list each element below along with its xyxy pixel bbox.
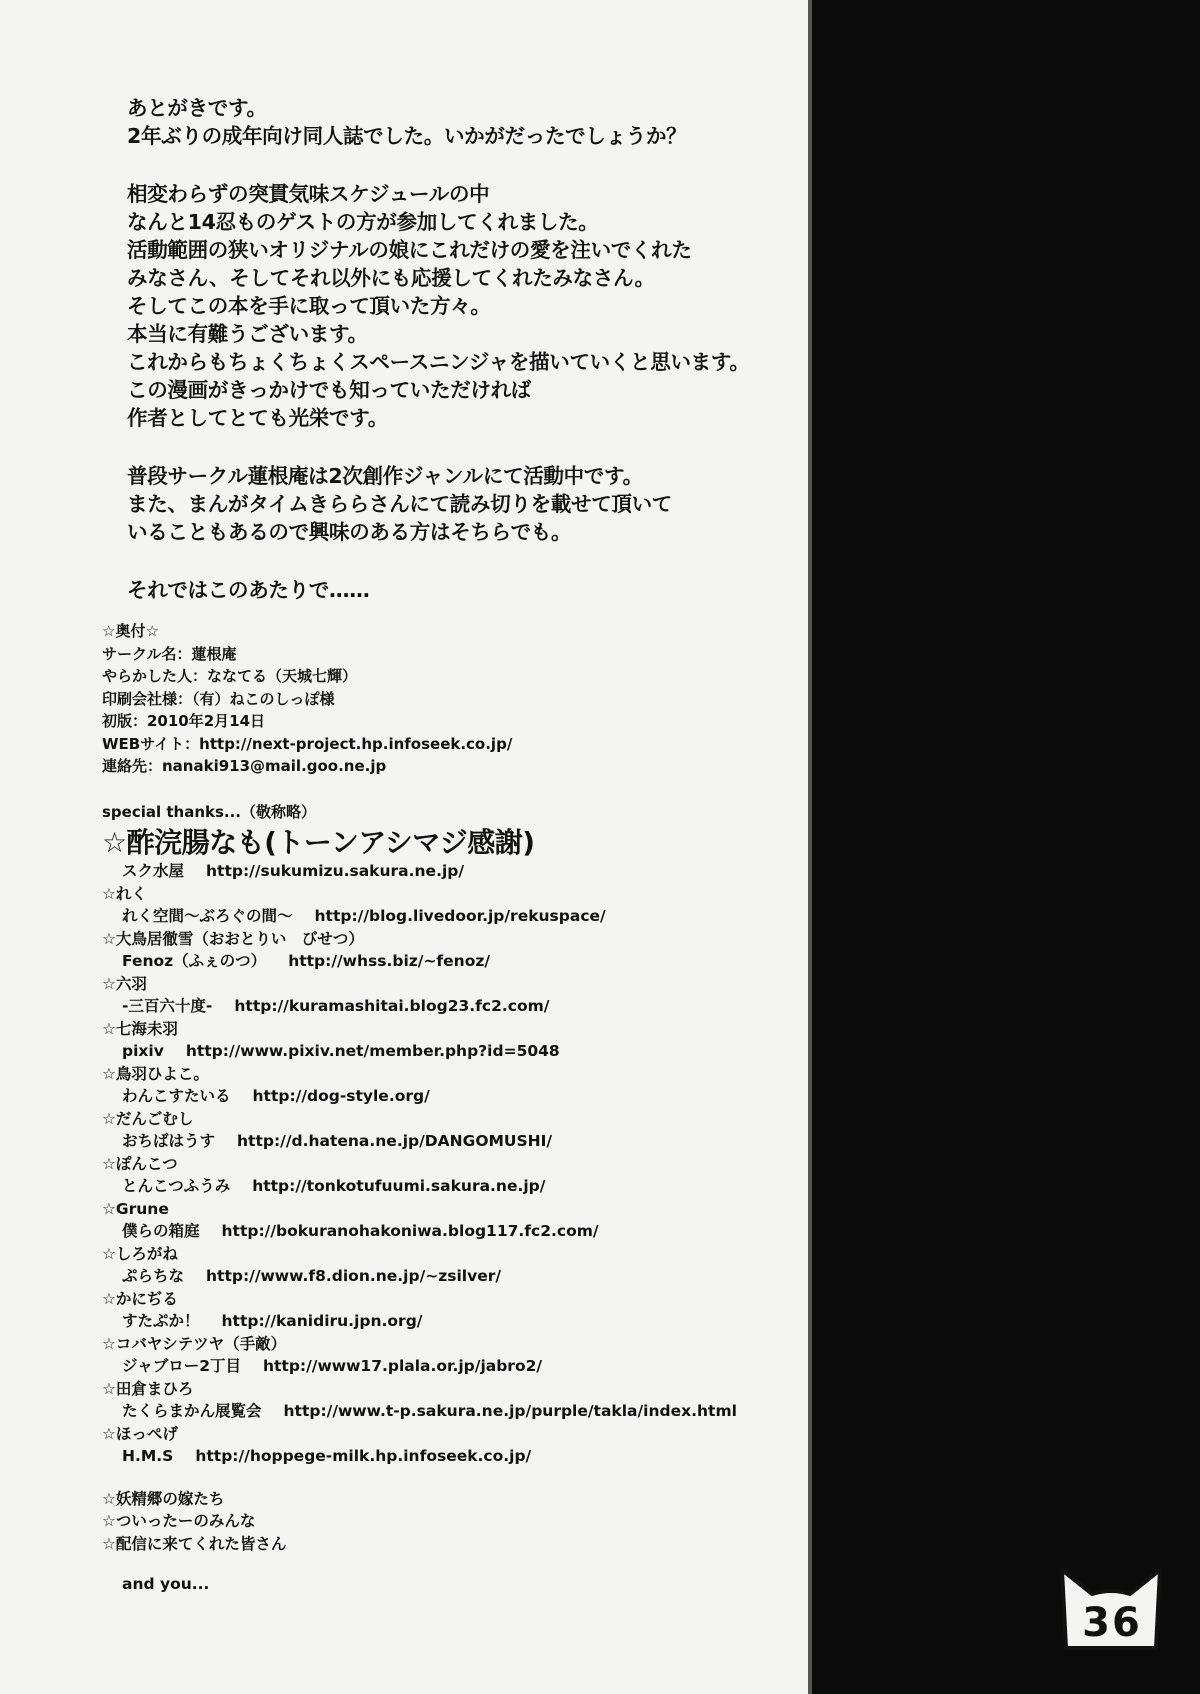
thanks-intro: special thanks...（敬称略） [102, 803, 317, 821]
guest-site [122, 1400, 807, 1423]
site-name: -三百六十度- [122, 997, 213, 1015]
featured-guest-name: ☆酢浣腸なも(トーンアシマジ感謝) [102, 826, 535, 859]
site-url: http://d.hatena.ne.jp/DANGOMUSHI/ [237, 1132, 553, 1150]
guest-name: ☆田倉まひろ [102, 1379, 194, 1398]
guest-name: ☆Grune [102, 1199, 169, 1218]
guest-site [122, 1085, 807, 1108]
colophon-first-edition: 初版：2010年2月14日 [102, 712, 266, 730]
afterword-line: そしてこの本を手に取って頂いた方々。 [127, 294, 491, 318]
page-number: 36 [1082, 1600, 1142, 1646]
afterword-line: 作者としてとても光栄です。 [127, 406, 388, 430]
afterword-line: あとがきです。 [127, 96, 267, 120]
site-name: 僕らの箱庭 [122, 1222, 200, 1240]
afterword-line: 本当に有難うございます。 [127, 322, 368, 346]
afterword-line: いることもあるので興味のある方はそちらでも。 [127, 520, 572, 544]
black-side-panel [812, 0, 1200, 1694]
guest-name: ☆ぽんこつ [102, 1154, 178, 1173]
colophon-website: WEBサイト：http://next-project.hp.infoseek.co.jp/ [102, 734, 513, 753]
colophon-heading: ☆奥付☆ [102, 622, 159, 640]
site-url: http://dog-style.org/ [252, 1087, 430, 1105]
colophon [102, 620, 802, 778]
afterword-line: なんと14忍ものゲストの方が参加してくれました。 [127, 210, 599, 234]
extra-thanks-line: ☆妖精郷の嫁たち [102, 1489, 225, 1508]
site-url: http://kuramashitai.blog23.fc2.com/ [234, 997, 550, 1015]
guest-name: ☆だんごむし [102, 1109, 194, 1128]
afterword-line: 2年ぶりの成年向け同人誌でした。いかがだったでしょうか？ [127, 124, 687, 148]
guest-site [122, 1130, 807, 1153]
afterword-line: また、まんがタイムきららさんにて読み切りを載せて頂いて [127, 492, 672, 516]
colophon-author: やらかした人：ななてる（天城七輝） [102, 667, 358, 685]
site-url: http://www.pixiv.net/member.php?id=5048 [185, 1042, 560, 1060]
site-name: とんこつふうみ [122, 1177, 231, 1195]
guest-name: ☆七海未羽 [102, 1019, 178, 1038]
site-url: http://www.f8.dion.ne.jp/~zsilver/ [206, 1267, 502, 1285]
guest-site [122, 1445, 807, 1468]
site-url: http://bokuranohakoniwa.blog117.fc2.com/ [221, 1222, 599, 1240]
colophon-printer: 印刷会社様：（有）ねこのしっぽ様 [102, 689, 335, 708]
guest-site [122, 995, 807, 1018]
afterword [127, 94, 807, 604]
site-url: http://whss.biz/~fenoz/ [288, 952, 491, 970]
site-name: H.M.S [122, 1447, 174, 1465]
guest-name: ☆れく [102, 884, 147, 903]
guest-site [122, 950, 807, 973]
site-name: れく空間～ぶろぐの間～ [122, 907, 293, 925]
site-name: わんこすたいる [122, 1087, 231, 1105]
extra-thanks-line: ☆ついったーのみんな [102, 1512, 256, 1530]
site-name: ジャブロー2丁目 [122, 1357, 241, 1375]
guest-name: ☆コバヤシテツヤ（手敵） [102, 1334, 287, 1353]
site-url: http://www17.plala.or.jp/jabro2/ [262, 1357, 543, 1375]
site-name: たくらまかん展覧会 [122, 1402, 262, 1420]
afterword-line: これからもちょくちょくスペースニンジャを描いていくと思います。 [127, 350, 750, 374]
site-name: おちばはうす [122, 1132, 216, 1150]
site-url: http://kanidiru.jpn.org/ [221, 1312, 423, 1330]
afterword-line: 活動範囲の狭いオリジナルの娘にこれだけの愛を注いでくれた [127, 238, 692, 262]
afterword-line: それではこのあたりで…… [127, 578, 370, 602]
guest-list [102, 883, 807, 1468]
colophon-circle-name: サークル名：蓮根庵 [102, 644, 237, 663]
afterword-line: みなさん、そしてそれ以外にも応援してくれたみなさん。 [127, 266, 655, 290]
guest-name: ☆大鳥居徹雪（おおとりい びせつ） [102, 929, 364, 948]
site-url: http://hoppege-milk.hp.infoseek.co.jp/ [195, 1447, 532, 1465]
site-name: ぷらちな [122, 1267, 185, 1285]
guest-site [122, 1310, 807, 1333]
guest-name: ☆かにぢる [102, 1289, 178, 1308]
guest-site [122, 1040, 807, 1063]
guest-site [122, 905, 807, 928]
site-name: すたぷか！ [122, 1312, 200, 1330]
afterword-line: 相変わらずの突貫気味スケジュールの中 [127, 182, 490, 206]
extra-thanks [102, 1488, 807, 1556]
special-thanks [102, 802, 807, 1593]
and-you: and you... [122, 1575, 210, 1593]
site-url: http://www.t-p.sakura.ne.jp/purple/takla/index.html [283, 1402, 737, 1420]
site-name: Fenoz（ふぇのつ） [122, 952, 267, 970]
guest-site [122, 1265, 807, 1288]
afterword-line: この漫画がきっかけでも知っていただければ [127, 378, 531, 402]
guest-site [122, 1220, 807, 1243]
site-url: http://tonkotufuumi.sakura.ne.jp/ [252, 1177, 546, 1195]
site-url: http://blog.livedoor.jp/rekuspace/ [314, 907, 606, 925]
guest-name: ☆鳥羽ひよこ。 [102, 1064, 209, 1083]
site-name: スク水屋 [122, 862, 185, 880]
guest-name: ☆六羽 [102, 974, 147, 993]
featured-guest-site [122, 860, 807, 883]
guest-name: ☆しろがね [102, 1244, 178, 1263]
afterword-line: 普段サークル蓮根庵は2次創作ジャンルにて活動中です。 [127, 464, 643, 488]
guest-site [122, 1355, 807, 1378]
guest-site [122, 1175, 807, 1198]
colophon-contact: 連絡先：nanaki913@mail.goo.ne.jp [102, 757, 387, 775]
site-name: pixiv [122, 1042, 164, 1060]
guest-name: ☆ほっぺげ [102, 1424, 178, 1443]
site-url: http://sukumizu.sakura.ne.jp/ [206, 862, 465, 880]
extra-thanks-line: ☆配信に来てくれた皆さん [102, 1534, 287, 1553]
